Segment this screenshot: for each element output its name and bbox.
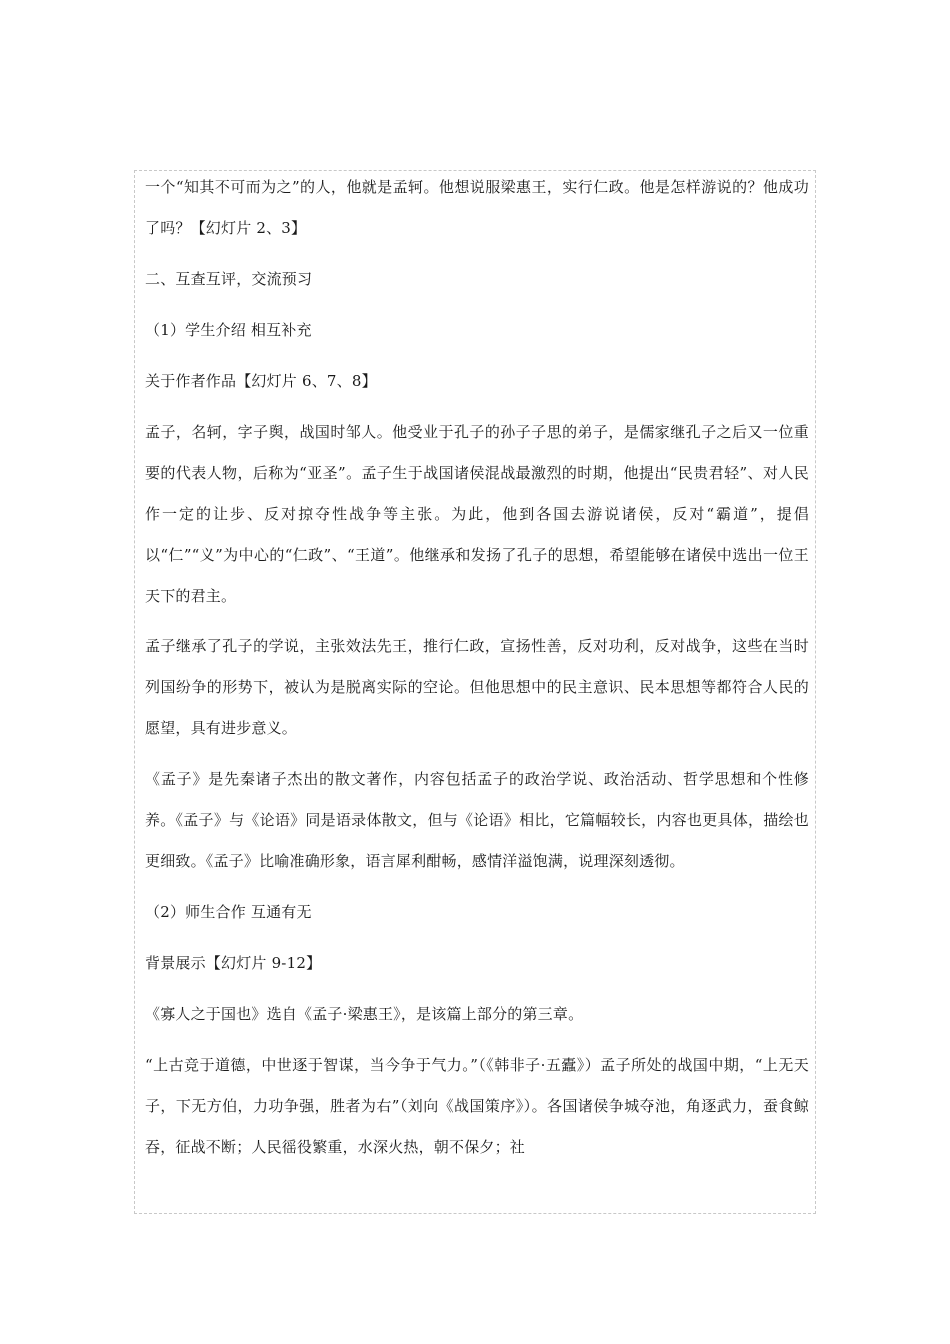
paragraph-mencius-bio: 孟子，名轲，字子舆，战国时邹人。他受业于孔子的孙子子思的弟子，是儒家继孔子之后又一位重要的代表人物，后称为“亚圣”。孟子生于战国诸侯混战最激烈的时期，他提出“民贵君轻”、对人民作一定的让步、反对掠夺性战争等主张。为此，他到各国去游说诸侯，反对“霸道”，提倡以“仁”“义”为中心的“仁政”、“王道”。他继承和发扬了孔子的思想，希望能够在诸侯中选出一位王天下的君主。 — [145, 423, 809, 605]
paragraph-mencius-book: 《孟子》是先秦诸子杰出的散文著作，内容包括孟子的政治学说、政治活动、哲学思想和个性修养。《孟子》与《论语》同是语录体散文，但与《论语》相比，它篇幅较长，内容也更具体，描绘也更细致。《孟子》比喻准确形象，语言犀利酣畅，感情洋溢饱满，说理深刻透彻。 — [145, 770, 809, 870]
document-body — [145, 171, 809, 1168]
paragraph-mencius-doctrine: 孟子继承了孔子的学说，主张效法先王，推行仁政，宣扬性善，反对功利，反对战争，这些在当时列国纷争的形势下，被认为是脱离实际的空论。但他思想中的民主意识、民本思想等都符合人民的愿望，具有进步意义。 — [145, 637, 809, 737]
paragraph-historical-context: “上古竞于道德，中世逐于智谋，当今争于气力。”（《韩非子·五蠹》）孟子所处的战国中期，“上无天子，下无方伯，力功争强，胜者为右”（刘向《战国策序》）。各国诸侯争城夺池，角逐武力，蚕食鲸吞，征战不断；人民徭役繁重，水深火热，朝不保夕；社 — [145, 1056, 809, 1156]
document-frame — [134, 170, 816, 1214]
subheading-teacher-student: （2）师生合作 互通有无 — [145, 903, 312, 921]
subheading-student-intro: （1）学生介绍 相互补充 — [145, 321, 312, 339]
paragraph-intro: 一个“知其不可而为之”的人，他就是孟轲。他想说服梁惠王，实行仁政。他是怎样游说的？他成功了吗？【幻灯片 2、3】 — [145, 178, 809, 237]
subheading-background: 背景展示【幻灯片 9-12】 — [145, 954, 322, 972]
section-heading-2: 二、互查互评，交流预习 — [145, 270, 313, 288]
subheading-author-works: 关于作者作品【幻灯片 6、7、8】 — [145, 372, 377, 390]
paragraph-source: 《寡人之于国也》选自《孟子·梁惠王》，是该篇上部分的第三章。 — [145, 1005, 584, 1023]
